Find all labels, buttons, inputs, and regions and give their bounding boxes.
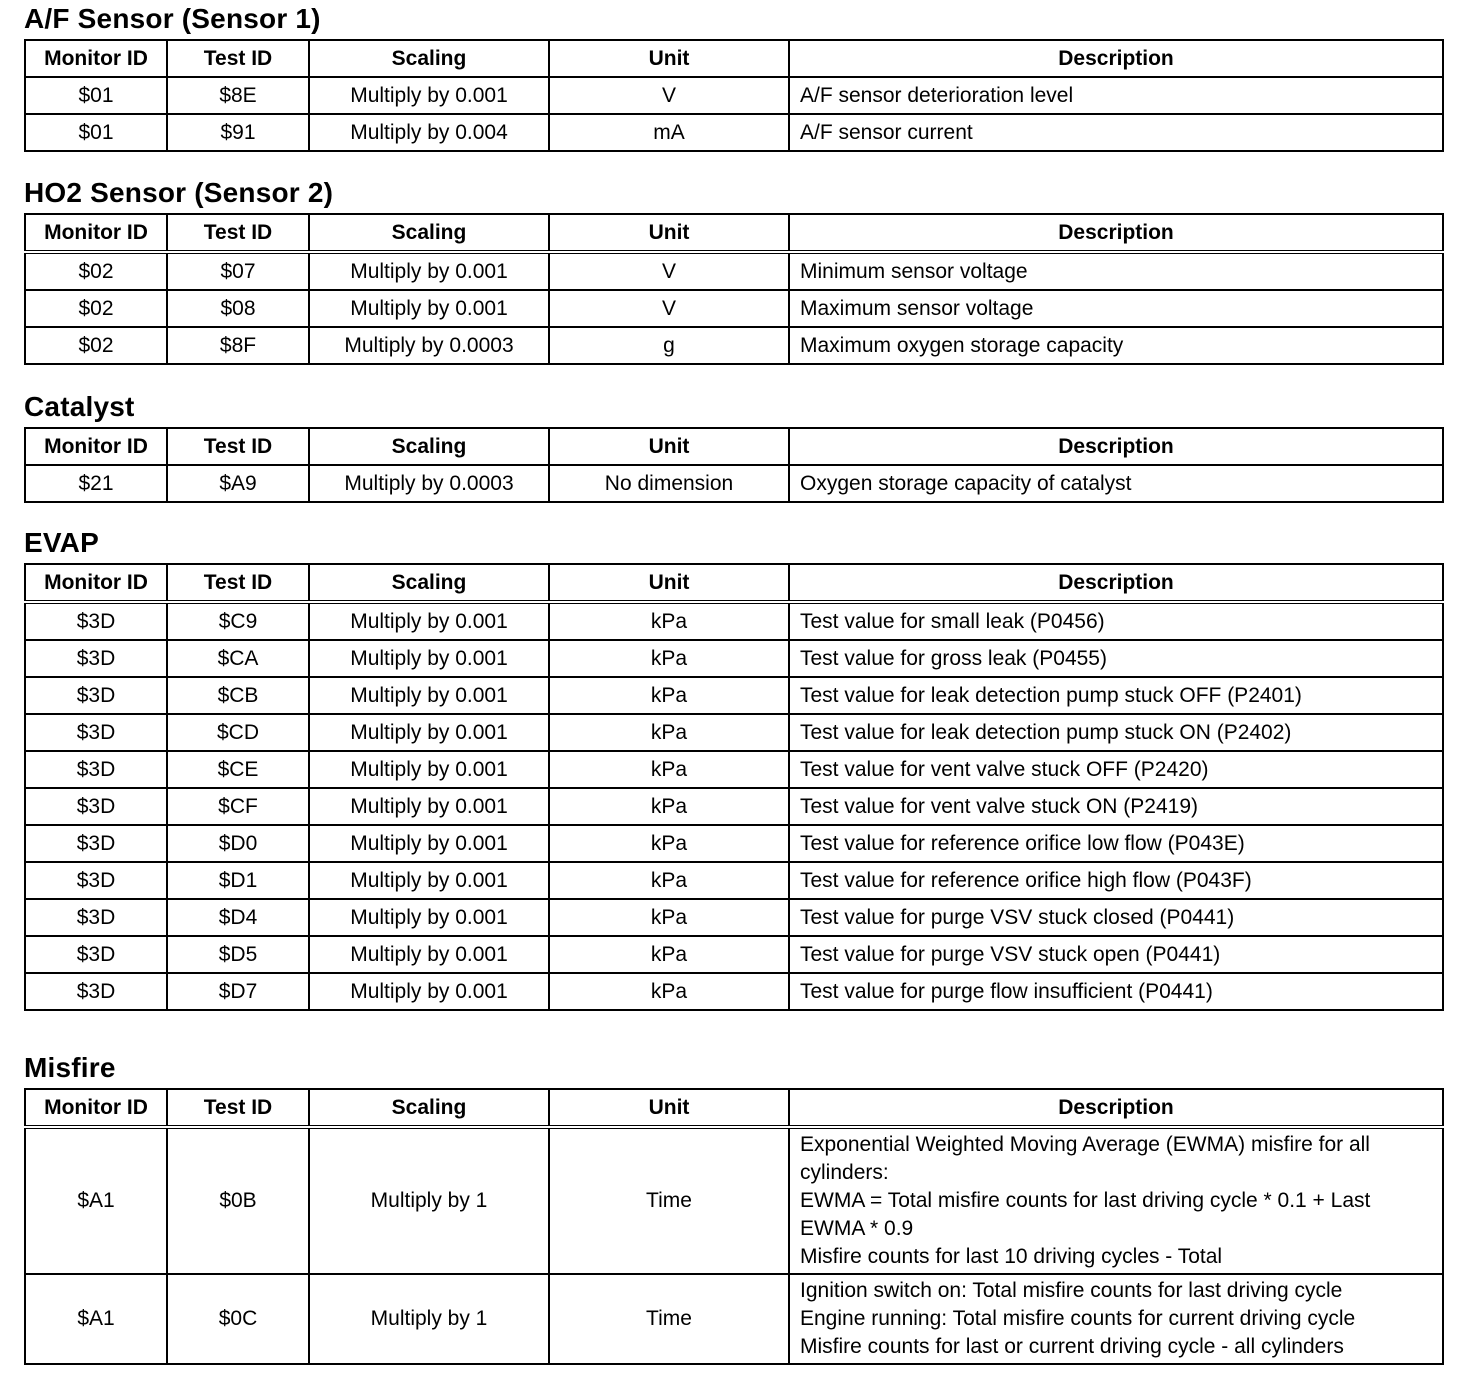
cell-monitor-id: $02 — [25, 252, 167, 290]
table-row — [25, 751, 1443, 788]
cell-unit: V — [549, 252, 789, 290]
cell-scaling: Multiply by 0.001 — [309, 77, 549, 114]
header-description: Description — [789, 40, 1443, 77]
table-row — [25, 825, 1443, 862]
cell-scaling: Multiply by 1 — [309, 1127, 549, 1274]
section-title-misfire: Misfire — [24, 1052, 116, 1083]
description-line: cylinders: — [800, 1161, 889, 1184]
cell-scaling: Multiply by 0.001 — [309, 936, 549, 973]
cell-unit: kPa — [549, 899, 789, 936]
header-description: Description — [789, 428, 1443, 465]
cell-description: A/F sensor deterioration level — [789, 77, 1443, 114]
header-unit: Unit — [549, 1089, 789, 1127]
cell-description: Test value for vent valve stuck OFF (P2420) — [789, 751, 1443, 788]
cell-unit: kPa — [549, 677, 789, 714]
cell-test-id: $08 — [167, 290, 309, 327]
cell-unit: kPa — [549, 751, 789, 788]
table-row — [25, 973, 1443, 1010]
cell-description: Test value for leak detection pump stuck ON (P2402) — [789, 714, 1443, 751]
cell-test-id: $8F — [167, 327, 309, 364]
cell-test-id: $0B — [167, 1127, 309, 1274]
cell-test-id: $D1 — [167, 862, 309, 899]
cell-monitor-id: $3D — [25, 714, 167, 751]
table-row — [25, 252, 1443, 290]
header-monitor-id: Monitor ID — [25, 428, 167, 465]
cell-monitor-id: $A1 — [25, 1127, 167, 1274]
cell-unit: kPa — [549, 936, 789, 973]
cell-test-id: $07 — [167, 252, 309, 290]
table-row — [25, 327, 1443, 364]
header-scaling: Scaling — [309, 40, 549, 77]
header-test-id: Test ID — [167, 1089, 309, 1127]
cell-description: Maximum sensor voltage — [789, 290, 1443, 327]
cell-test-id: $CE — [167, 751, 309, 788]
cell-monitor-id: $3D — [25, 936, 167, 973]
header-unit: Unit — [549, 564, 789, 602]
table-row — [25, 936, 1443, 973]
cell-unit: No dimension — [549, 465, 789, 502]
cell-description: Test value for reference orifice high flow (P043F) — [789, 862, 1443, 899]
cell-test-id: $D0 — [167, 825, 309, 862]
cell-unit: kPa — [549, 825, 789, 862]
header-description: Description — [789, 1089, 1443, 1127]
cell-monitor-id: $3D — [25, 602, 167, 640]
cell-description: Maximum oxygen storage capacity — [789, 327, 1443, 364]
catalyst-table — [24, 427, 1444, 503]
cell-description: Test value for purge VSV stuck open (P0441) — [789, 936, 1443, 973]
cell-test-id: $D4 — [167, 899, 309, 936]
cell-test-id: $CB — [167, 677, 309, 714]
table-row — [25, 290, 1443, 327]
cell-monitor-id: $3D — [25, 862, 167, 899]
cell-monitor-id: $02 — [25, 290, 167, 327]
description-line: Engine running: Total misfire counts for current driving cycle — [800, 1307, 1356, 1330]
cell-unit: V — [549, 77, 789, 114]
description-line: EWMA = Total misfire counts for last driving cycle * 0.1 + Last — [800, 1189, 1371, 1212]
cell-monitor-id: $21 — [25, 465, 167, 502]
header-description: Description — [789, 564, 1443, 602]
table-header-row — [25, 40, 1443, 77]
table-row — [25, 77, 1443, 114]
table-row — [25, 602, 1443, 640]
cell-monitor-id: $3D — [25, 751, 167, 788]
cell-monitor-id: $3D — [25, 677, 167, 714]
description-line: Misfire counts for last or current driving cycle - all cylinders — [800, 1335, 1344, 1358]
cell-test-id: $CF — [167, 788, 309, 825]
header-unit: Unit — [549, 428, 789, 465]
cell-monitor-id: $02 — [25, 327, 167, 364]
cell-scaling: Multiply by 0.001 — [309, 788, 549, 825]
cell-scaling: Multiply by 0.001 — [309, 751, 549, 788]
cell-monitor-id: $3D — [25, 788, 167, 825]
cell-test-id: $CA — [167, 640, 309, 677]
cell-scaling: Multiply by 0.001 — [309, 714, 549, 751]
cell-unit: kPa — [549, 973, 789, 1010]
header-scaling: Scaling — [309, 1089, 549, 1127]
section-title-ho2-sensor: HO2 Sensor (Sensor 2) — [24, 177, 334, 208]
description-line: EWMA * 0.9 — [800, 1217, 914, 1240]
cell-unit: kPa — [549, 714, 789, 751]
table-row — [25, 1127, 1443, 1274]
cell-scaling: Multiply by 0.001 — [309, 973, 549, 1010]
cell-scaling: Multiply by 0.001 — [309, 290, 549, 327]
cell-unit: Time — [549, 1274, 789, 1364]
cell-scaling: Multiply by 0.0003 — [309, 465, 549, 502]
table-header-row — [25, 428, 1443, 465]
af-sensor-table — [24, 39, 1444, 152]
header-test-id: Test ID — [167, 214, 309, 252]
cell-test-id: $D5 — [167, 936, 309, 973]
cell-test-id: $A9 — [167, 465, 309, 502]
cell-test-id: $91 — [167, 114, 309, 151]
cell-scaling: Multiply by 0.001 — [309, 252, 549, 290]
cell-monitor-id: $3D — [25, 899, 167, 936]
header-scaling: Scaling — [309, 564, 549, 602]
cell-description: Test value for purge flow insufficient (P0441) — [789, 973, 1443, 1010]
header-test-id: Test ID — [167, 428, 309, 465]
description-line: Misfire counts for last 10 driving cycles - Total — [800, 1245, 1223, 1268]
cell-unit: kPa — [549, 788, 789, 825]
cell-monitor-id: $3D — [25, 973, 167, 1010]
header-unit: Unit — [549, 214, 789, 252]
cell-scaling: Multiply by 0.001 — [309, 825, 549, 862]
header-description: Description — [789, 214, 1443, 252]
cell-description: Test value for leak detection pump stuck OFF (P2401) — [789, 677, 1443, 714]
cell-description: A/F sensor current — [789, 114, 1443, 151]
table-row — [25, 1274, 1443, 1364]
misfire-table — [24, 1088, 1444, 1365]
table-row — [25, 677, 1443, 714]
table-header-row — [25, 214, 1443, 252]
header-unit: Unit — [549, 40, 789, 77]
cell-test-id: $D7 — [167, 973, 309, 1010]
cell-test-id: $8E — [167, 77, 309, 114]
cell-description: Test value for gross leak (P0455) — [789, 640, 1443, 677]
evap-table — [24, 563, 1444, 1011]
header-monitor-id: Monitor ID — [25, 40, 167, 77]
cell-monitor-id: $3D — [25, 825, 167, 862]
table-row — [25, 862, 1443, 899]
cell-test-id: $CD — [167, 714, 309, 751]
cell-unit: kPa — [549, 862, 789, 899]
table-row — [25, 465, 1443, 502]
cell-description — [789, 1274, 1443, 1364]
cell-scaling: Multiply by 0.004 — [309, 114, 549, 151]
description-line: Exponential Weighted Moving Average (EWMA) misfire for all — [800, 1133, 1370, 1156]
cell-monitor-id: $01 — [25, 77, 167, 114]
section-title-catalyst: Catalyst — [24, 391, 135, 422]
header-monitor-id: Monitor ID — [25, 564, 167, 602]
cell-description: Test value for small leak (P0456) — [789, 602, 1443, 640]
table-header-row — [25, 564, 1443, 602]
section-title-af-sensor: A/F Sensor (Sensor 1) — [24, 3, 321, 34]
table-row — [25, 714, 1443, 751]
header-scaling: Scaling — [309, 428, 549, 465]
header-test-id: Test ID — [167, 564, 309, 602]
cell-scaling: Multiply by 0.001 — [309, 862, 549, 899]
table-row — [25, 788, 1443, 825]
header-monitor-id: Monitor ID — [25, 214, 167, 252]
cell-description: Test value for vent valve stuck ON (P2419) — [789, 788, 1443, 825]
cell-unit: kPa — [549, 602, 789, 640]
cell-scaling: Multiply by 0.0003 — [309, 327, 549, 364]
cell-scaling: Multiply by 0.001 — [309, 899, 549, 936]
cell-description: Minimum sensor voltage — [789, 252, 1443, 290]
cell-scaling: Multiply by 0.001 — [309, 677, 549, 714]
header-scaling: Scaling — [309, 214, 549, 252]
cell-test-id: $C9 — [167, 602, 309, 640]
cell-unit: kPa — [549, 640, 789, 677]
cell-scaling: Multiply by 0.001 — [309, 602, 549, 640]
ho2-sensor-table — [24, 213, 1444, 365]
table-row — [25, 114, 1443, 151]
cell-description: Test value for reference orifice low flow (P043E) — [789, 825, 1443, 862]
cell-description: Test value for purge VSV stuck closed (P0441) — [789, 899, 1443, 936]
cell-unit: mA — [549, 114, 789, 151]
cell-scaling: Multiply by 1 — [309, 1274, 549, 1364]
table-header-row — [25, 1089, 1443, 1127]
cell-description: Oxygen storage capacity of catalyst — [789, 465, 1443, 502]
header-monitor-id: Monitor ID — [25, 1089, 167, 1127]
header-test-id: Test ID — [167, 40, 309, 77]
table-row — [25, 640, 1443, 677]
cell-description — [789, 1127, 1443, 1274]
cell-unit: g — [549, 327, 789, 364]
cell-monitor-id: $3D — [25, 640, 167, 677]
cell-scaling: Multiply by 0.001 — [309, 640, 549, 677]
cell-unit: Time — [549, 1127, 789, 1274]
cell-monitor-id: $01 — [25, 114, 167, 151]
section-title-evap: EVAP — [24, 527, 99, 558]
table-row — [25, 899, 1443, 936]
cell-test-id: $0C — [167, 1274, 309, 1364]
cell-unit: V — [549, 290, 789, 327]
cell-monitor-id: $A1 — [25, 1274, 167, 1364]
description-line: Ignition switch on: Total misfire counts for last driving cycle — [800, 1279, 1343, 1302]
